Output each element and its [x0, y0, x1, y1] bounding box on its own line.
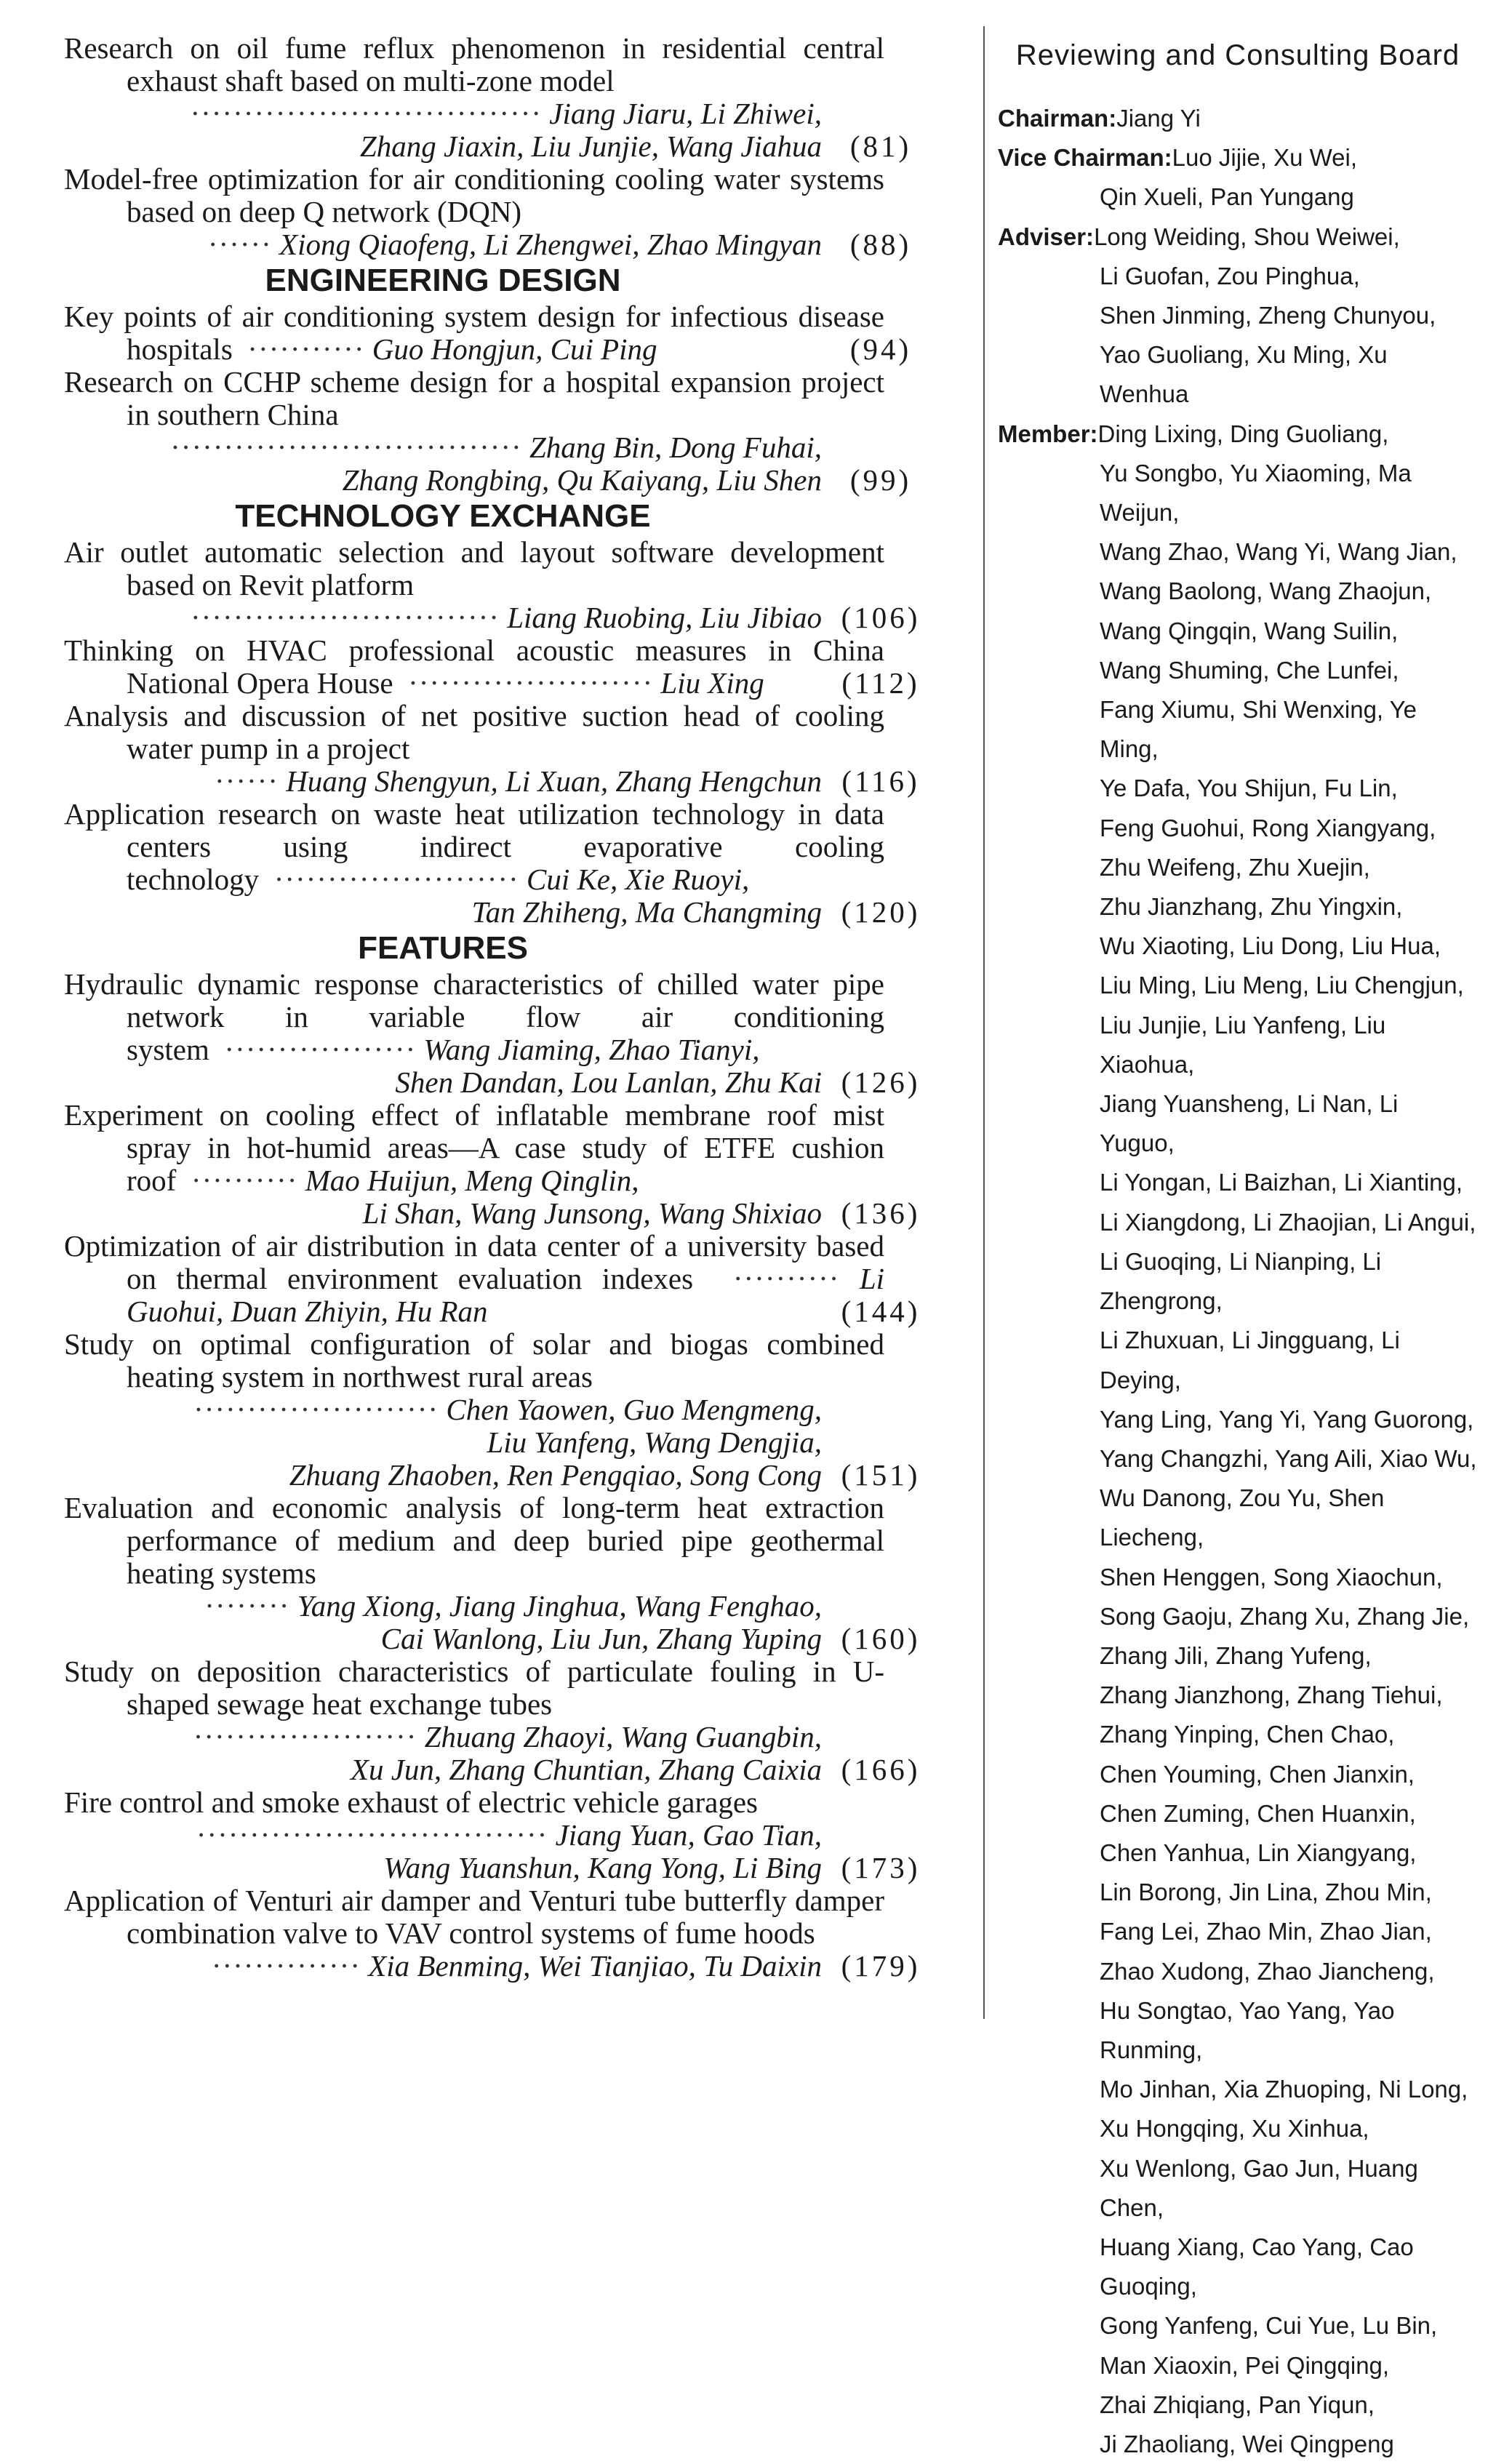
entry-authors: Shen Dandan, Lou Lanlan, Zhu Kai [395, 1065, 822, 1099]
board-names-line [998, 690, 1478, 769]
role-names: Yu Songbo, Yu Xiaoming, Ma Weijun, [1100, 459, 1412, 527]
author-line [64, 1819, 822, 1852]
author-line [64, 97, 822, 130]
entry-title [64, 366, 884, 431]
role-names: Liu Junjie, Liu Yanfeng, Liu Xiaohua, [1100, 1011, 1386, 1078]
page-number: (126) [841, 1065, 921, 1099]
role-names: Xu Wenlong, Gao Jun, Huang Chen, [1100, 2154, 1418, 2221]
board-names-line [998, 927, 1478, 966]
board-names-line [998, 572, 1478, 611]
entry-title-text: Air outlet automatic selection and layout software development based on Revit platform [64, 535, 884, 601]
role-names: Luo Jijie, Xu Wei, [1172, 144, 1358, 172]
page-number: (81) [849, 129, 912, 163]
board-names-line [998, 1479, 1478, 1557]
role-names: Li Yongan, Li Baizhan, Li Xianting, [1100, 1169, 1463, 1196]
page-number: (166) [841, 1753, 921, 1786]
board-role [998, 99, 1478, 138]
role-names: Ding Lixing, Ding Guoliang, [1097, 420, 1389, 447]
entry-authors: Liang Ruobing, Liu Jibiao [507, 601, 822, 634]
entry-authors: Zhang Jiaxin, Liu Junjie, Wang Jiahua [359, 129, 822, 163]
entry-title-text: Evaluation and economic analysis of long-term heat extraction performance of medium and deep buried pipe geothermal heating systems [64, 1491, 884, 1590]
board-names-line [998, 1991, 1478, 2070]
toc-entry [64, 1099, 973, 1230]
role-names: Wu Danong, Zou Yu, Shen Liecheng, [1100, 1484, 1385, 1551]
page-number: (160) [841, 1622, 921, 1655]
role-names: Shen Henggen, Song Xiaochun, [1100, 1563, 1443, 1591]
toc-entry [64, 1884, 973, 1983]
board-names-line [998, 1755, 1478, 1794]
board-names-line [998, 257, 1478, 296]
author-line [64, 896, 822, 929]
board-names-line [998, 2425, 1478, 2464]
role-names: Wang Baolong, Wang Zhaojun, [1100, 577, 1432, 605]
entry-authors: Guo Hongjun, Cui Ping [372, 332, 657, 366]
entry-authors: Jiang Yuan, Gao Tian, [555, 1818, 822, 1852]
role-names: Wang Shuming, Che Lunfei, [1100, 656, 1399, 684]
role-names: Gong Yanfeng, Cui Yue, Lu Bin, [1100, 2312, 1438, 2340]
entry-authors: Chen Yaowen, Guo Mengmeng, [446, 1393, 822, 1426]
board-names-line [998, 1321, 1478, 1399]
board-names-line [998, 1715, 1478, 1754]
author-line [64, 1197, 822, 1230]
board-names-line [998, 1006, 1478, 1084]
leader-dots: ·············· [211, 1949, 361, 1983]
author-line [64, 1426, 822, 1459]
role-names: Long Weiding, Shou Weiwei, [1094, 223, 1400, 250]
toc-entry [64, 1492, 973, 1655]
entry-title [64, 968, 884, 1066]
toc-entry [64, 536, 973, 634]
author-line [64, 1852, 822, 1884]
toc-entry [64, 634, 973, 700]
entry-authors: Yang Xiong, Jiang Jinghua, Wang Fenghao, [297, 1589, 822, 1623]
entry-title-text: Model-free optimization for air conditioning cooling water systems based on deep Q network (DQN) [64, 162, 884, 228]
entry-authors: Huang Shengyun, Li Xuan, Zhang Hengchun [286, 764, 822, 798]
role-names: Ye Dafa, You Shijun, Fu Lin, [1100, 775, 1398, 802]
author-line [64, 601, 822, 634]
page-number: (136) [841, 1196, 921, 1230]
role-label: Adviser: [998, 223, 1095, 250]
board-names-line [998, 1242, 1478, 1321]
page-number: (120) [841, 895, 921, 929]
role-names: Zhang Jili, Zhang Yufeng, [1100, 1641, 1372, 1669]
role-names: Zhang Jianzhong, Zhang Tiehui, [1100, 1681, 1443, 1709]
board-names-line [998, 809, 1478, 848]
entry-authors: Zhang Bin, Dong Fuhai, [529, 431, 822, 464]
entry-authors: Xiong Qiaofeng, Li Zhengwei, Zhao Mingyan [279, 228, 822, 261]
column-divider [983, 26, 985, 2019]
role-names: Jiang Yi [1116, 105, 1201, 132]
board-names-line [998, 335, 1478, 414]
board-names-line [998, 848, 1478, 887]
page-number: (151) [841, 1458, 921, 1492]
author-line [64, 130, 822, 163]
board-names-line [998, 138, 1478, 177]
entry-title-text: Experiment on cooling effect of inflatable membrane roof mist spray in hot-humid areas—A case study of ETFE cushion roof [64, 1098, 884, 1197]
role-names: Xu Hongqing, Xu Xinhua, [1100, 2115, 1369, 2143]
page-number: (173) [841, 1851, 921, 1884]
entry-title [64, 163, 884, 228]
toc-entry [64, 366, 973, 497]
entry-title [64, 1230, 884, 1328]
author-line [64, 1623, 822, 1655]
entry-title-text: Key points of air conditioning system design for infectious disease hospitals [64, 300, 884, 366]
entry-title [64, 1884, 884, 1950]
leader-dots: ·········· [732, 1262, 840, 1295]
role-names: Man Xiaoxin, Pei Qingqing, [1100, 2351, 1390, 2379]
author-line [64, 765, 822, 798]
role-names: Mo Jinhan, Xia Zhuoping, Ni Long, [1100, 2076, 1468, 2103]
role-names: Hu Songtao, Yao Yang, Yao Runming, [1100, 1996, 1395, 2063]
entry-authors: Cai Wanlong, Liu Jun, Zhang Yuping [380, 1622, 822, 1655]
toc-entry [64, 700, 973, 798]
page-number: (116) [841, 764, 920, 798]
board-role [998, 217, 1478, 415]
role-names: Li Zhuxuan, Li Jingguang, Li Deying, [1100, 1327, 1400, 1393]
board-names-line [998, 1873, 1478, 1912]
role-label: Member: [998, 420, 1098, 447]
toc-entry [64, 1328, 973, 1492]
role-names: Li Guoqing, Li Nianping, Li Zhengrong, [1100, 1247, 1382, 1315]
role-names: Zhu Weifeng, Zhu Xuejin, [1100, 853, 1370, 881]
entry-title-text: Application research on waste heat utilization technology in data centers using indirect evaporative cooling technology [64, 797, 884, 896]
entry-title [64, 1786, 884, 1819]
toc-entry [64, 300, 973, 366]
entry-title-text: Analysis and discussion of net positive suction head of cooling water pump in a project [64, 699, 884, 765]
board-names-line [998, 612, 1478, 651]
role-label: Chairman: [998, 105, 1117, 132]
leader-dots: ·········· [191, 1164, 298, 1197]
board-names-line [998, 887, 1478, 927]
contents-column [64, 32, 973, 1983]
leader-dots: ·················· [224, 1033, 417, 1066]
board-names-line [998, 2149, 1478, 2228]
board-names-line [998, 2109, 1478, 2148]
entry-authors: Xia Benming, Wei Tianjiao, Tu Daixin [368, 1949, 822, 1983]
leader-dots: ································· [196, 1818, 548, 1852]
entry-authors: Li Shan, Wang Junsong, Wang Shixiao [362, 1196, 822, 1230]
page-number: (179) [841, 1949, 921, 1983]
board-names-line [998, 2346, 1478, 2385]
page-number: (106) [841, 601, 921, 634]
board-names-line [998, 1084, 1478, 1163]
board-names-line [998, 1439, 1478, 1479]
board-names-line [998, 651, 1478, 690]
board-names-line [998, 1163, 1478, 1202]
entry-title [64, 798, 884, 896]
toc-entry [64, 1230, 973, 1328]
board-names-line [998, 454, 1478, 532]
board-roles [998, 99, 1478, 2464]
board-names-line [998, 177, 1478, 217]
board-role [998, 415, 1478, 2464]
role-names: Chen Zuming, Chen Huanxin, [1100, 1799, 1416, 1827]
entry-title-text: Study on deposition characteristics of particulate fouling in U-shaped sewage heat exchange tubes [64, 1655, 884, 1721]
page-number: (112) [841, 666, 920, 700]
entry-title [64, 700, 884, 765]
section-heading: FEATURES [358, 930, 528, 966]
entry-title-text: Optimization of air distribution in data center of a university based on thermal environment evaluation indexes [64, 1229, 884, 1295]
entry-authors: Li Guohui, Duan Zhiyin, Hu Ran [127, 1262, 885, 1328]
entry-authors: Zhuang Zhaoyi, Wang Guangbin, [424, 1720, 822, 1753]
role-names: Song Gaoju, Zhang Xu, Zhang Jie, [1100, 1602, 1470, 1630]
role-names: Fang Xiumu, Shi Wenxing, Ye Ming, [1100, 696, 1417, 763]
board-names-line [998, 1794, 1478, 1833]
author-line [64, 1590, 822, 1623]
entry-title-text: Research on oil fume reflux phenomenon in residential central exhaust shaft based on multi-zone model [64, 31, 884, 97]
role-names: Yang Changzhi, Yang Aili, Xiao Wu, [1100, 1444, 1477, 1472]
entry-title [64, 1328, 884, 1393]
page-number: (144) [841, 1295, 921, 1328]
toc-entry [64, 1786, 973, 1884]
role-names: Yao Guoliang, Xu Ming, Xu Wenhua [1100, 341, 1388, 408]
board-names-line [998, 1912, 1478, 1951]
entry-title [64, 634, 884, 700]
board-names-line [998, 2070, 1478, 2109]
toc-entry [64, 798, 973, 929]
board-names-line [998, 532, 1478, 572]
leader-dots: ······················· [193, 1393, 439, 1426]
board-names-line [998, 2228, 1478, 2306]
entry-authors: Cui Ke, Xie Ruoyi, [526, 863, 750, 896]
role-names: Zhai Zhiqiang, Pan Yiqun, [1100, 2391, 1375, 2418]
role-names: Chen Yanhua, Lin Xiangyang, [1100, 1839, 1417, 1866]
entry-authors: Mao Huijun, Meng Qinglin, [305, 1164, 639, 1197]
board-names-line [998, 415, 1478, 454]
author-line [64, 1459, 822, 1492]
entry-authors: Zhuang Zhaoben, Ren Pengqiao, Song Cong [289, 1458, 822, 1492]
page-number: (99) [849, 463, 912, 497]
role-label: Vice Chairman: [998, 144, 1172, 172]
entry-title-text: Hydraulic dynamic response characteristics of chilled water pipe network in variable flow air conditioning system [64, 967, 884, 1066]
role-names: Shen Jinming, Zheng Chunyou, [1100, 302, 1436, 329]
board-names-line [998, 99, 1478, 138]
entry-title [64, 32, 884, 97]
entry-title [64, 300, 884, 366]
entry-authors: Liu Xing [660, 666, 764, 700]
board-names-line [998, 1203, 1478, 1242]
board-names-line [998, 769, 1478, 808]
author-line [64, 1753, 822, 1786]
role-names: Feng Guohui, Rong Xiangyang, [1100, 814, 1436, 841]
entry-title [64, 1492, 884, 1590]
role-names: Li Guofan, Zou Pinghua, [1100, 262, 1360, 289]
role-names: Wu Xiaoting, Liu Dong, Liu Hua, [1100, 932, 1441, 960]
leader-dots: ······ [207, 228, 272, 261]
role-names: Qin Xueli, Pan Yungang [1100, 183, 1354, 211]
role-names: Wang Zhao, Wang Yi, Wang Jian, [1100, 538, 1457, 566]
board-names-line [998, 2385, 1478, 2425]
entry-title-text: Fire control and smoke exhaust of electric vehicle garages [64, 1785, 759, 1819]
author-line [64, 1950, 822, 1983]
entry-authors: Wang Yuanshun, Kang Yong, Li Bing [383, 1851, 822, 1884]
entry-title [64, 1655, 884, 1721]
role-names: Chen Youming, Chen Jianxin, [1100, 1760, 1415, 1788]
page-number: (94) [849, 332, 912, 366]
leader-dots: ································· [170, 431, 522, 464]
leader-dots: ··········· [247, 332, 365, 366]
role-names: Fang Lei, Zhao Min, Zhao Jian, [1100, 1918, 1432, 1945]
role-names: Huang Xiang, Cao Yang, Cao Guoqing, [1100, 2233, 1414, 2300]
entry-authors: Liu Yanfeng, Wang Dengjia, [487, 1425, 822, 1459]
author-line [64, 1393, 822, 1426]
board-names-line [998, 1636, 1478, 1676]
entry-title-text: Study on optimal configuration of solar and biogas combined heating system in northwest rural areas [64, 1327, 884, 1393]
role-names: Zhu Jianzhang, Zhu Yingxin, [1100, 893, 1403, 921]
entry-authors: Tan Zhiheng, Ma Changming [471, 895, 822, 929]
role-names: Zhao Xudong, Zhao Jiancheng, [1100, 1957, 1435, 1985]
page-number: (88) [849, 228, 912, 261]
entry-title [64, 1099, 884, 1197]
board-names-line [998, 1558, 1478, 1597]
toc-entry [64, 968, 973, 1099]
role-names: Jiang Yuansheng, Li Nan, Li Yuguo, [1100, 1090, 1399, 1157]
board-names-line [998, 1400, 1478, 1439]
role-names: Lin Borong, Jin Lina, Zhou Min, [1100, 1879, 1432, 1906]
author-line [64, 228, 822, 261]
leader-dots: ································· [190, 97, 543, 130]
toc-entry [64, 163, 973, 261]
author-line [64, 1066, 822, 1099]
author-line [64, 464, 822, 497]
role-names: Wang Qingqin, Wang Suilin, [1100, 617, 1399, 644]
leader-dots: ······ [215, 764, 279, 798]
board-names-line [998, 1676, 1478, 1715]
role-names: Zhang Yinping, Chen Chao, [1100, 1721, 1395, 1748]
board-names-line [998, 1952, 1478, 1991]
role-names: Liu Ming, Liu Meng, Liu Chengjun, [1100, 972, 1464, 999]
board-names-line [998, 1597, 1478, 1636]
leader-dots: ····················· [193, 1720, 417, 1753]
leader-dots: ······················· [408, 666, 654, 700]
entry-title [64, 536, 884, 601]
board-names-line [998, 217, 1478, 257]
entry-title-text: Research on CCHP scheme design for a hospital expansion project in southern China [64, 365, 884, 431]
entry-authors: Zhang Rongbing, Qu Kaiyang, Liu Shen [342, 463, 822, 497]
entry-authors: Jiang Jiaru, Li Zhiwei, [549, 97, 822, 130]
board-names-line [998, 2306, 1478, 2345]
entry-title-text: Application of Venturi air damper and Venturi tube butterfly damper combination valve to VAV control systems of fume hoods [64, 1884, 884, 1950]
leader-dots: ········ [204, 1589, 290, 1623]
author-line [64, 431, 822, 464]
board-names-line [998, 296, 1478, 335]
board-title: Reviewing and Consulting Board [1015, 39, 1460, 71]
board-column [998, 32, 1478, 2464]
leader-dots: ····························· [190, 601, 500, 634]
section-heading: ENGINEERING DESIGN [265, 263, 621, 298]
board-role [998, 138, 1478, 217]
toc-entry [64, 1655, 973, 1786]
author-line [64, 1721, 822, 1753]
board-names-line [998, 966, 1478, 1005]
entry-title-text: Thinking on HVAC professional acoustic measures in China National Opera House [64, 633, 884, 700]
section-heading: TECHNOLOGY EXCHANGE [235, 498, 651, 534]
role-names: Yang Ling, Yang Yi, Yang Guorong, [1100, 1405, 1474, 1433]
toc-entry [64, 32, 973, 163]
role-names: Ji Zhaoliang, Wei Qingpeng [1100, 2430, 1394, 2457]
entry-authors: Xu Jun, Zhang Chuntian, Zhang Caixia [350, 1753, 822, 1786]
role-names: Li Xiangdong, Li Zhaojian, Li Angui, [1100, 1208, 1476, 1236]
entry-authors: Wang Jiaming, Zhao Tianyi, [423, 1033, 760, 1066]
leader-dots: ······················· [273, 863, 519, 896]
board-names-line [998, 1833, 1478, 1873]
